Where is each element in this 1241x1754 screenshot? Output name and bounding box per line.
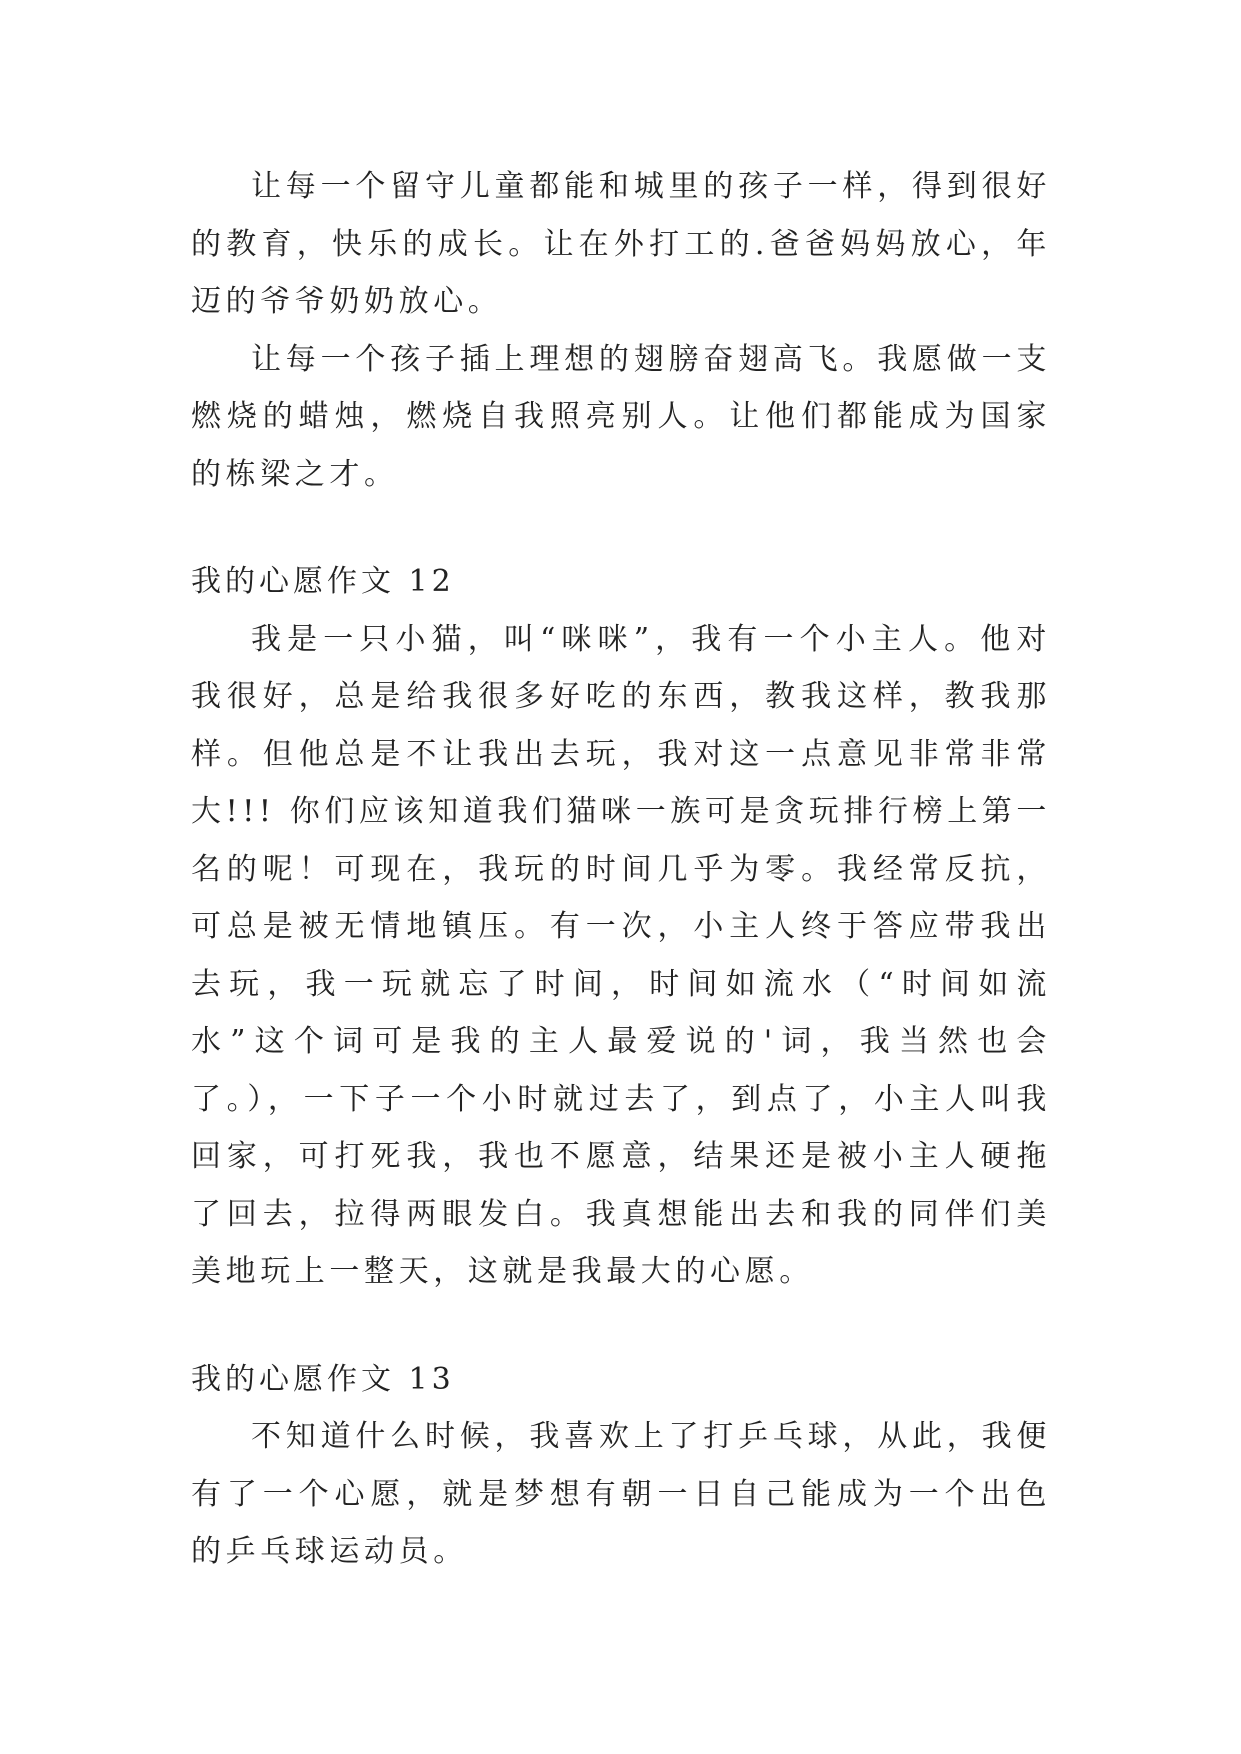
section-spacer (191, 1301, 1051, 1351)
paragraph: 我是一只小猫，叫“咪咪”，我有一个小主人。他对我很好，总是给我很多好吃的东西，教我这样，教我那样。但他总是不让我出去玩，我对这一点意见非常非常大!!! 你们应该知道我们猫咪一族可是贪玩排行榜上第一名的呢！可现在，我玩的时间几乎为零。我经常反抗，可总是被无情地镇压。有一次，小主人终于答应带我出去玩，我一玩就忘了时间，时间如流水（“时间如流水”这个词可是我的主人最爱说的'词，我当然也会了。），一下子一个小时就过去了，到点了，小主人叫我回家，可打死我，我也不愿意，结果还是被小主人硬拖了回去，拉得两眼发白。我真想能出去和我的同伴们美美地玩上一整天，这就是我最大的心愿。 (191, 621, 1051, 1289)
paragraph: 让每一个留守儿童都能和城里的孩子一样，得到很好的教育，快乐的成长。让在外打工的.爸爸妈妈放心，年迈的爷爷奶奶放心。 (191, 169, 1051, 319)
section-heading: 我的心愿作文 13 (191, 1361, 455, 1397)
paragraph: 不知道什么时候，我喜欢上了打乒乓球，从此，我便有了一个心愿，就是梦想有朝一日自己能成为一个出色的乒乓球运动员。 (191, 1419, 1051, 1569)
section-spacer (191, 503, 1051, 553)
document-body (191, 158, 1051, 1581)
paragraph: 让每一个孩子插上理想的翅膀奋翅高飞。我愿做一支燃烧的蜡烛，燃烧自我照亮别人。让他们都能成为国家的栋梁之才。 (191, 341, 1051, 492)
section-heading: 我的心愿作文 12 (191, 564, 455, 599)
